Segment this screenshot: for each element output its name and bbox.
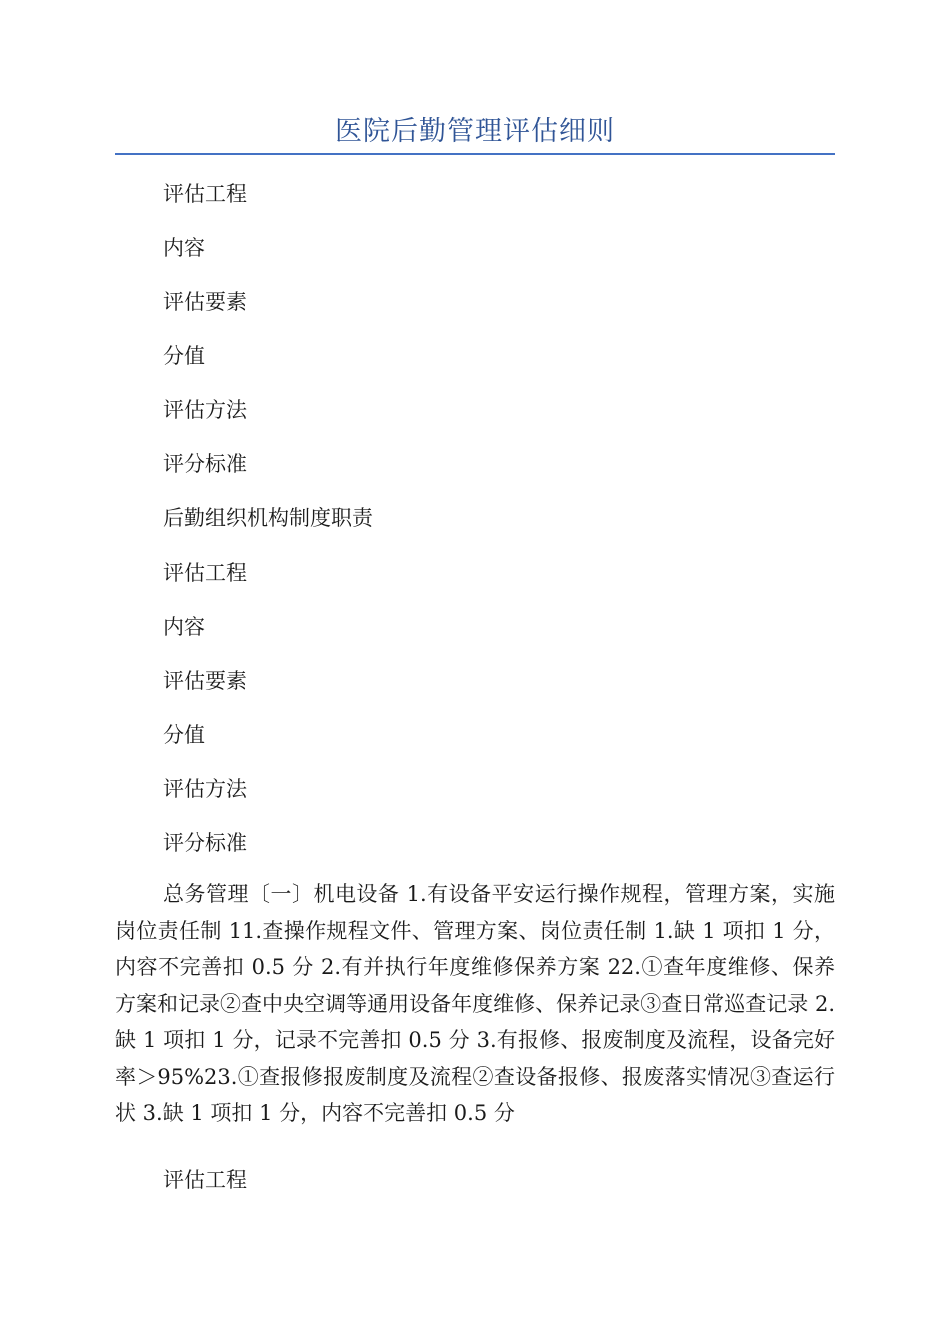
paragraph: 评估工程 — [163, 1168, 247, 1192]
paragraph: 评估要素 — [163, 290, 247, 314]
document-title: 医院后勤管理评估细则 — [335, 116, 615, 147]
paragraph: 分值 — [163, 344, 205, 368]
paragraph: 内容 — [163, 615, 205, 639]
paragraph: 评估要素 — [163, 669, 247, 693]
paragraph: 后勤组织机构制度职责 — [163, 506, 373, 530]
paragraph: 评估工程 — [163, 561, 247, 585]
paragraph-body: 总务管理〔一〕机电设备 1.有设备平安运行操作规程，管理方案，实施岗位责任制 11.查操作规程文件、管理方案、岗位责任制 1.缺 1 项扣 1 分，内容不完善扣 0.5 分 2.有并执行年度维修保养方案 22.①查年度维修、保养方案和记录②查中央空调等通用设备年度维修、保养记录③查日常巡查记录 2.缺 1 项扣 1 分，记录不完善扣 0.5 分 3.有报修、报废制度及流程，设备完好率＞95%23.①查报修报废制度及流程②查设备报修、报废落实情况③查运行状 3.缺 1 项扣 1 分，内容不完善扣 0.5 分 — [115, 882, 835, 1125]
paragraph: 评估方法 — [163, 398, 247, 422]
paragraph: 分值 — [163, 723, 205, 747]
paragraph: 评估工程 — [163, 182, 247, 206]
title-underline — [115, 153, 835, 155]
paragraph: 评分标准 — [163, 452, 247, 476]
paragraph: 评分标准 — [163, 831, 247, 855]
paragraph: 内容 — [163, 236, 205, 260]
paragraph: 评估方法 — [163, 777, 247, 801]
